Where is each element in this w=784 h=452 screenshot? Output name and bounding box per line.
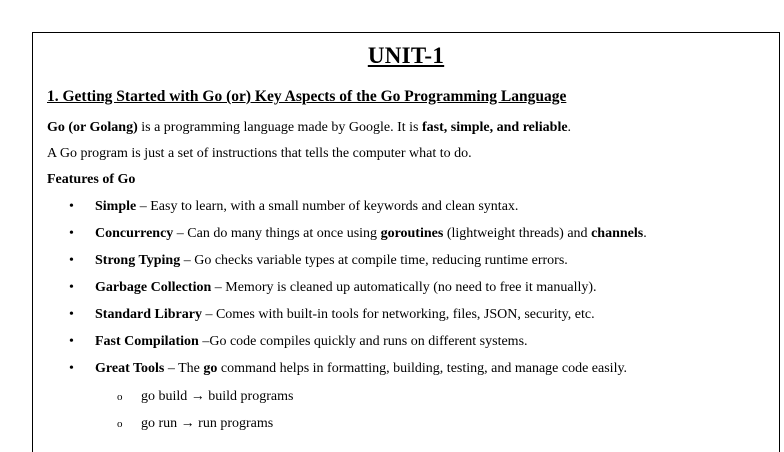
list-item — [69, 199, 518, 215]
feature-text: . — [643, 226, 647, 241]
feature-term: Simple — [95, 199, 137, 214]
feature-text: – Go checks variable types at compile time, reducing runtime errors. — [180, 253, 568, 268]
intro-text: is a programming language made by Google. It is — [137, 120, 422, 135]
feature-term: Garbage Collection — [95, 280, 212, 295]
feature-text: –Go code compiles quickly and runs on different systems. — [198, 334, 528, 349]
bullet-icon: • — [69, 334, 74, 349]
bullet-icon: • — [69, 307, 74, 322]
features-heading: Features of Go — [47, 172, 136, 187]
feature-term: Concurrency — [95, 226, 174, 241]
sub-item-text: go run → run programs — [141, 416, 274, 431]
list-item — [69, 361, 627, 377]
list-item — [69, 334, 528, 350]
sub-list-item — [117, 389, 293, 405]
intro-paragraph-1 — [47, 120, 571, 136]
page-title: UNIT-1 — [367, 43, 445, 68]
bullet-icon: • — [69, 199, 74, 214]
feature-term: Fast Compilation — [95, 334, 199, 349]
feature-text: – Memory is cleaned up automatically (no need to free it manually). — [211, 280, 597, 295]
circle-bullet-icon: o — [117, 391, 123, 403]
feature-keyword: channels — [591, 226, 644, 241]
list-item — [69, 226, 647, 242]
feature-text: (lightweight threads) and — [443, 226, 592, 241]
feature-keyword: go — [203, 361, 218, 376]
intro-term-qualities: fast, simple, and reliable — [421, 120, 568, 135]
bullet-icon: • — [69, 226, 74, 241]
feature-text: – The — [164, 361, 204, 376]
feature-term: Standard Library — [95, 307, 202, 322]
document-page — [32, 32, 780, 452]
feature-text: – Easy to learn, with a small number of keywords and clean syntax. — [136, 199, 519, 214]
intro-end: . — [567, 120, 572, 135]
feature-keyword: goroutines — [380, 226, 444, 241]
intro-paragraph-2: A Go program is just a set of instructions that tells the computer what to do. — [47, 146, 472, 161]
feature-term: Strong Typing — [95, 253, 181, 268]
list-item — [69, 253, 568, 269]
bullet-icon: • — [69, 361, 74, 376]
feature-text: – Can do many things at once using — [173, 226, 381, 241]
feature-term: Great Tools — [95, 361, 165, 376]
bullet-icon: • — [69, 253, 74, 268]
section-heading: 1. Getting Started with Go (or) Key Aspects of the Go Programming Language — [47, 88, 567, 105]
sub-list-item — [117, 416, 273, 432]
feature-text: – Comes with built-in tools for networking, files, JSON, security, etc. — [201, 307, 595, 322]
intro-term-go: Go (or Golang) — [47, 120, 138, 135]
bullet-icon: • — [69, 280, 74, 295]
list-item — [69, 280, 597, 296]
list-item — [69, 307, 595, 323]
circle-bullet-icon: o — [117, 418, 123, 430]
sub-item-text: go build → build programs — [141, 389, 294, 404]
feature-text: command helps in formatting, building, testing, and manage code easily. — [217, 361, 628, 376]
